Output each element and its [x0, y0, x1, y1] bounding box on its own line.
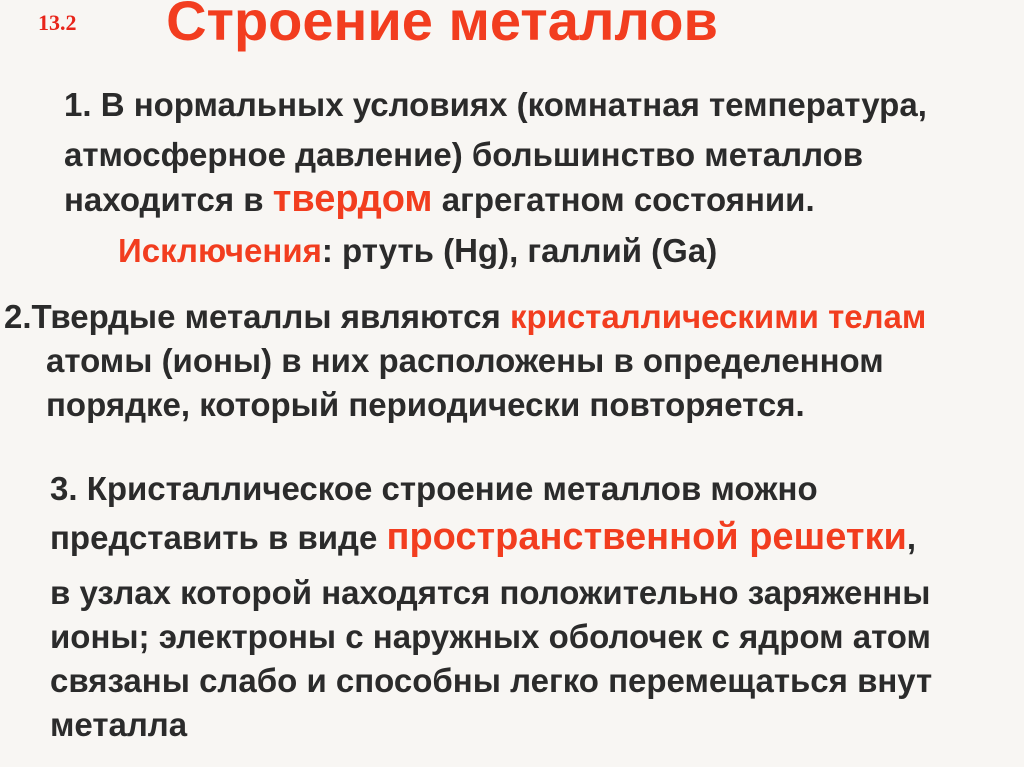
p3-line-5: связаны слабо и способны легко перемещаться внут [50, 662, 933, 699]
p3-line-2-end: , [906, 519, 917, 556]
p1-line-3-start: находится в [64, 181, 273, 218]
p1-line-3-end: агрегатном состоянии. [432, 181, 815, 218]
slide-number: 13.2 [38, 10, 77, 35]
p3-line-3: в узлах которой находятся положительно заряженны [50, 574, 931, 611]
p2-line-2: атомы (ионы) в них расположены в определенном [46, 342, 884, 379]
p2-line-1 [4, 300, 926, 333]
p1-line-3 [64, 180, 815, 218]
p1-exceptions [118, 234, 717, 267]
p3-highlight-lattice: пространственной решетки [386, 516, 907, 558]
p3-line-1: 3. Кристаллическое строение металлов можно [50, 470, 818, 507]
p3-line-2 [50, 518, 916, 556]
p3-line-6: металла [50, 706, 188, 743]
p2-line-3: порядке, который периодически повторяется. [46, 386, 805, 423]
page-title: Строение металлов [166, 0, 718, 52]
exceptions-text: : ртуть (Hg), галлий (Ga) [321, 232, 718, 269]
p3-line-2-start: представить в виде [50, 519, 387, 556]
p1-highlight-solid: твердом [272, 178, 433, 220]
p2-line-1-start: 2.Твердые металлы являются [4, 298, 510, 335]
exceptions-label: Исключения [118, 232, 322, 269]
p3-line-4: ионы; электроны с наружных оболочек с ядром атом [50, 618, 931, 655]
p1-line-2: атмосферное давление) большинство металлов [64, 136, 864, 173]
p1-line-1: 1. В нормальных условиях (комнатная температура, [64, 86, 927, 123]
p2-highlight-crystalline: кристаллическими телам [509, 298, 927, 335]
